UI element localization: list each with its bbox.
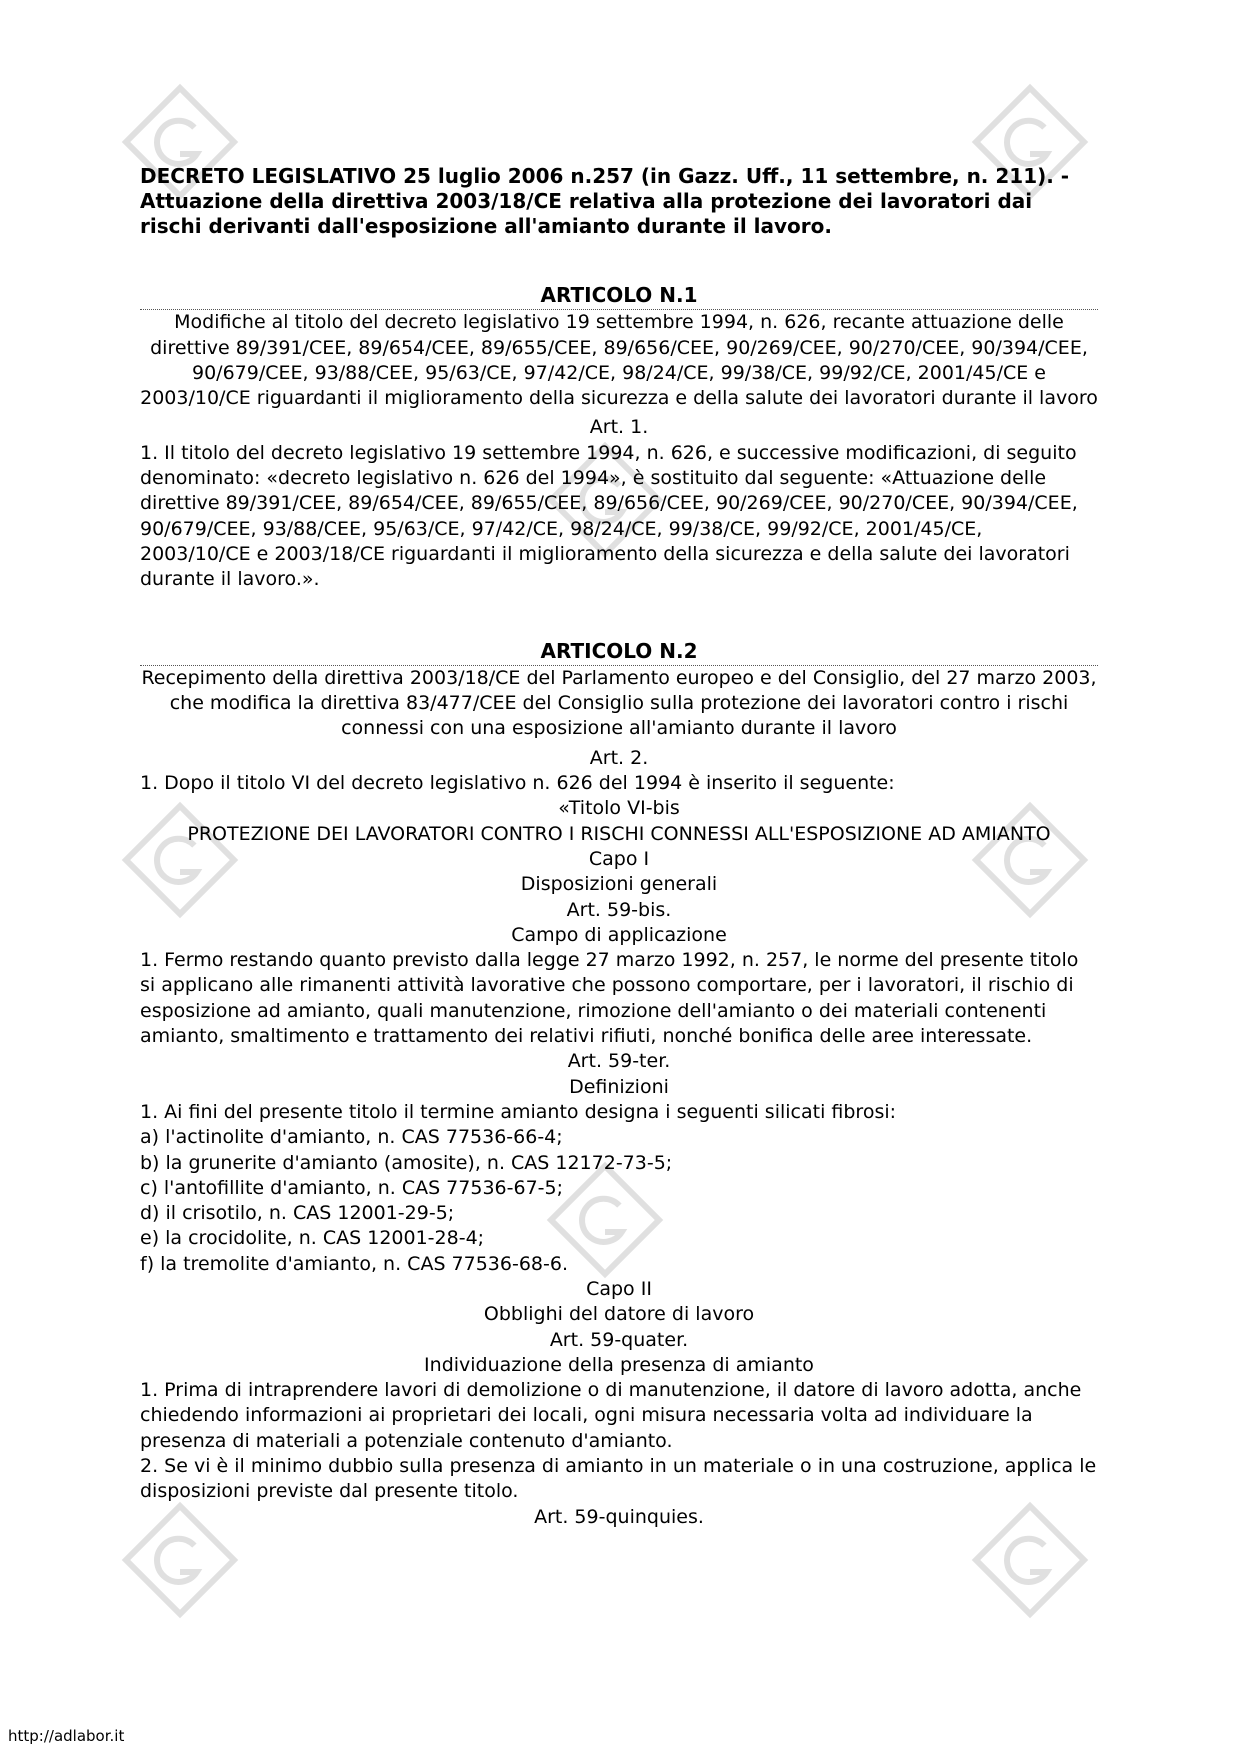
capo-2-name: Obblighi del datore di lavoro — [483, 1303, 755, 1326]
art-59-ter-intro: 1. Ai fini del presente titolo il termine amianto designa i seguenti silicati fibrosi: — [140, 1100, 897, 1123]
article-1-heading: ARTICOLO N.1 — [140, 283, 1098, 310]
art-59-ter-label: Art. 59-ter. — [567, 1050, 671, 1073]
article-1-text: 1. Il titolo del decreto legislativo 19 settembre 1994, n. 626, e successive modificazioni, di seguito denominato: «decreto legislativo n. 626 del 1994», è sostituito dal seguente: «Attuazione delle direttive 89/391/CEE, 89/654/CEE, 89/655/CEE, 89/656/CEE, 90/269/CEE, 90/270/CEE, 90/394/CEE, 90/679/CEE, 93/88/CEE, 95/63/CE, 97/42/CE, 98/24/CE, 99/38/CE, 99/92/CE, 2001/45/CE, 2003/10/CE e 2003/18/CE riguardanti il miglioramento della sicurezza e della salute dei lavoratori durante il lavoro.». — [140, 441, 1078, 591]
art-59-quater-paragraph-1: 1. Prima di intraprendere lavori di demolizione o di manutenzione, il datore di lavoro adotta, anche chiedendo informazioni ai proprietari dei locali, ogni misura necessaria volta ad individuare la presenza di materiali a potenziale contenuto d'amianto. — [140, 1379, 1082, 1452]
titolo-label: «Titolo VI-bis — [558, 797, 680, 820]
list-item: d) il crisotilo, n. CAS 12001-29-5; — [140, 1202, 455, 1225]
art-59-bis-label: Art. 59-bis. — [566, 898, 672, 921]
article-2-label: Art. 2. — [589, 746, 649, 769]
list-item: e) la crocidolite, n. CAS 12001-28-4; — [140, 1227, 485, 1250]
list-item: f) la tremolite d'amianto, n. CAS 77536-68-6. — [140, 1252, 569, 1275]
art-59-quater-paragraph-2: 2. Se vi è il minimo dubbio sulla presenza di amianto in un materiale o in una costruzione, applica le disposizioni previste dal presente titolo. — [140, 1455, 1097, 1503]
capo-2-label: Capo II — [586, 1277, 652, 1300]
document-title: DECRETO LEGISLATIVO 25 luglio 2006 n.257 (in Gazz. Uff., 11 settembre, n. 211). - Attuazione della direttiva 2003/18/CE relativa alla protezione dei lavoratori dai rischi derivanti dall'esposizione all'amianto durante il lavoro. — [140, 164, 1070, 238]
document-body — [140, 164, 1098, 1530]
article-2-intro: 1. Dopo il titolo VI del decreto legislativo n. 626 del 1994 è inserito il seguente: — [140, 772, 895, 795]
titolo-name: PROTEZIONE DEI LAVORATORI CONTRO I RISCHI CONNESSI ALL'ESPOSIZIONE AD AMIANTO — [187, 822, 1051, 845]
capo-1-name: Disposizioni generali — [520, 873, 718, 896]
article-2-subtitle: Recepimento della direttiva 2003/18/CE del Parlamento europeo e del Consiglio, del 27 marzo 2003, che modifica la direttiva 83/477/CEE del Consiglio sulla protezione dei lavoratori contro i rischi connessi con una esposizione all'amianto durante il lavoro — [141, 666, 1097, 740]
list-item: a) l'actinolite d'amianto, n. CAS 77536-66-4; — [140, 1126, 563, 1149]
art-59-quinquies-label: Art. 59-quinquies. — [534, 1505, 704, 1528]
art-59-bis-text: 1. Fermo restando quanto previsto dalla legge 27 marzo 1992, n. 257, le norme del presente titolo si applicano alle rimanenti attività lavorative che possono comportare, per i lavoratori, il rischio di esposizione ad amianto, quali manutenzione, rimozione dell'amianto o dei materiali contenenti amianto, smaltimento e trattamento dei relativi rifiuti, nonché bonifica delle aree interessate. — [140, 949, 1079, 1048]
list-item: b) la grunerite d'amianto (amosite), n. CAS 12172-73-5; — [140, 1151, 673, 1174]
article-2-heading: ARTICOLO N.2 — [140, 639, 1098, 666]
capo-1-label: Capo I — [588, 847, 650, 870]
article-1-label: Art. 1. — [589, 416, 649, 439]
art-59-quater-name: Individuazione della presenza di amianto — [424, 1353, 814, 1376]
article-1-subtitle: Modifiche al titolo del decreto legislativo 19 settembre 1994, n. 626, recante attuazione delle direttive 89/391/CEE, 89/654/CEE, 89/655/CEE, 89/656/CEE, 90/269/CEE, 90/270/CEE, 90/394/CEE, 90/679/CEE, 93/88/CEE, 95/63/CE, 97/42/CE, 98/24/CE, 99/38/CE, 99/92/CE, 2001/45/CE e 2003/10/CE riguardanti il miglioramento della sicurezza e della salute dei lavoratori durante il lavoro — [140, 311, 1098, 410]
art-59-bis-name: Campo di applicazione — [511, 923, 727, 946]
footer-url-link[interactable]: http://adlabor.it — [8, 1727, 125, 1745]
list-item: c) l'antofillite d'amianto, n. CAS 77536-67-5; — [140, 1176, 564, 1199]
art-59-quater-label: Art. 59-quater. — [549, 1328, 689, 1351]
art-59-ter-name: Definizioni — [569, 1075, 669, 1098]
